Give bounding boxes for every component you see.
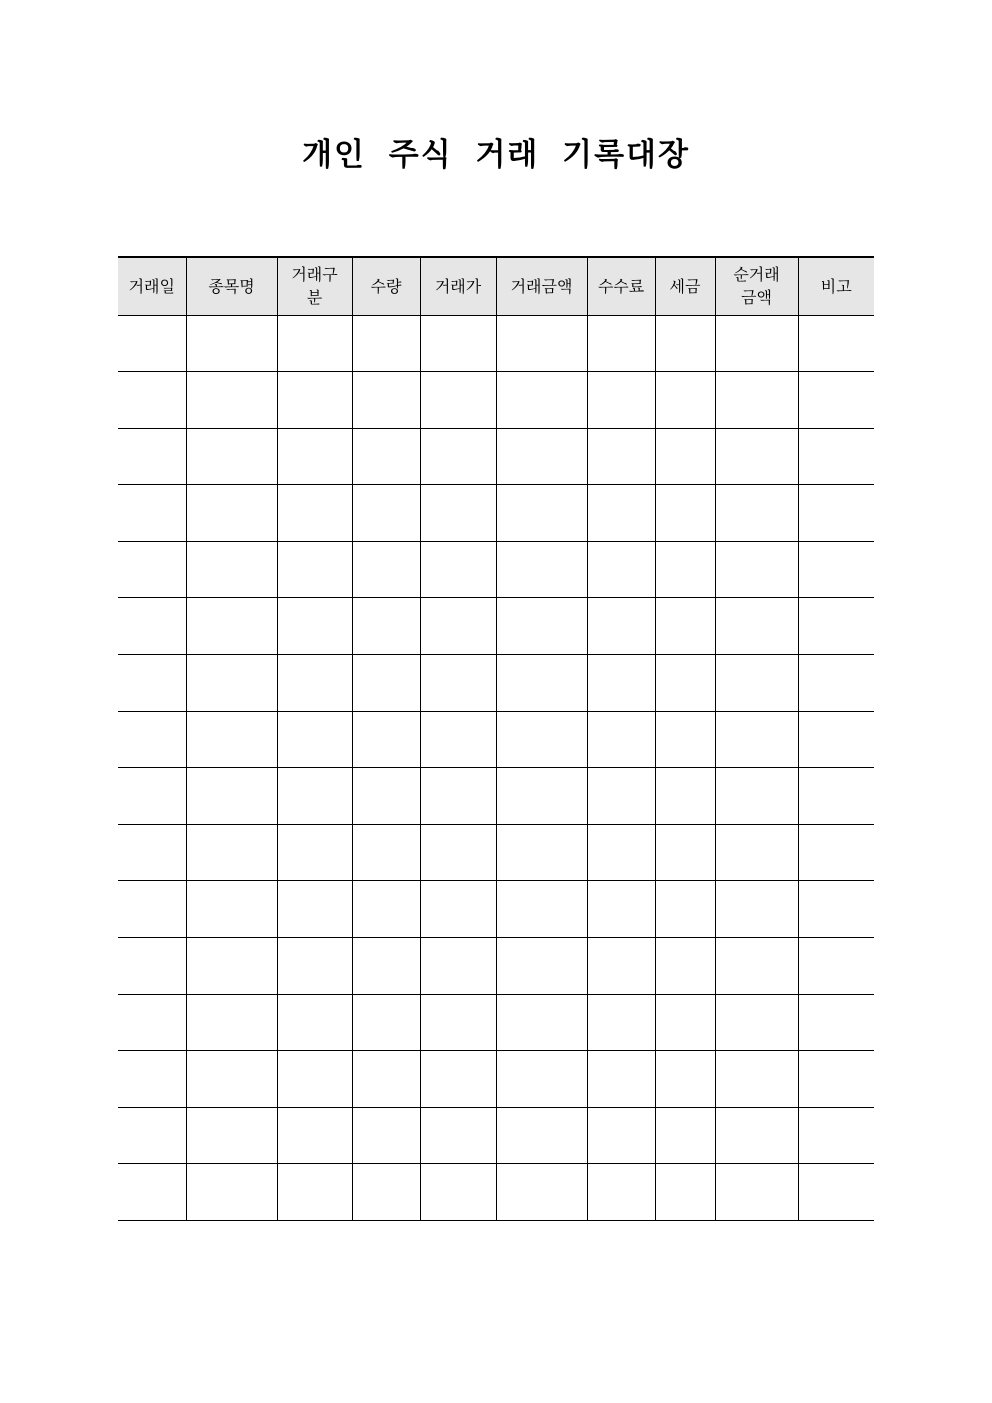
cell-tax[interactable] — [655, 881, 715, 938]
cell-trade-amount[interactable] — [496, 1107, 587, 1164]
cell-commission[interactable] — [587, 655, 655, 712]
cell-tax[interactable] — [655, 824, 715, 881]
cell-commission[interactable] — [587, 598, 655, 655]
cell-trade-type[interactable] — [277, 372, 352, 429]
cell-quantity[interactable] — [352, 994, 420, 1051]
cell-quantity[interactable] — [352, 372, 420, 429]
cell-stock-name[interactable] — [186, 1051, 277, 1108]
cell-commission[interactable] — [587, 824, 655, 881]
cell-trade-amount[interactable] — [496, 598, 587, 655]
cell-stock-name[interactable] — [186, 372, 277, 429]
cell-trade-price[interactable] — [420, 1051, 496, 1108]
cell-remarks[interactable] — [798, 598, 874, 655]
cell-trade-amount[interactable] — [496, 1051, 587, 1108]
cell-tax[interactable] — [655, 711, 715, 768]
cell-trade-price[interactable] — [420, 711, 496, 768]
cell-net-amount[interactable] — [715, 938, 798, 995]
table-row — [118, 1107, 874, 1164]
cell-stock-name[interactable] — [186, 938, 277, 995]
cell-stock-name[interactable] — [186, 428, 277, 485]
cell-trade-type[interactable] — [277, 598, 352, 655]
cell-trade-price[interactable] — [420, 655, 496, 712]
cell-stock-name[interactable] — [186, 881, 277, 938]
cell-trade-price[interactable] — [420, 541, 496, 598]
cell-remarks[interactable] — [798, 372, 874, 429]
cell-trade-price[interactable] — [420, 598, 496, 655]
table-row — [118, 881, 874, 938]
table-body — [118, 315, 874, 1221]
column-header-trade-amount: 거래금액 — [496, 257, 587, 315]
cell-remarks[interactable] — [798, 711, 874, 768]
cell-trade-price[interactable] — [420, 315, 496, 372]
cell-net-amount[interactable] — [715, 428, 798, 485]
cell-trade-price[interactable] — [420, 428, 496, 485]
cell-trade-type[interactable] — [277, 428, 352, 485]
cell-trade-type[interactable] — [277, 881, 352, 938]
cell-stock-name[interactable] — [186, 655, 277, 712]
cell-trade-type[interactable] — [277, 541, 352, 598]
cell-tax[interactable] — [655, 485, 715, 542]
cell-net-amount[interactable] — [715, 655, 798, 712]
cell-tax[interactable] — [655, 541, 715, 598]
cell-trade-date[interactable] — [118, 824, 186, 881]
cell-stock-name[interactable] — [186, 315, 277, 372]
cell-trade-amount[interactable] — [496, 485, 587, 542]
stock-trade-ledger-table — [118, 256, 874, 1221]
cell-trade-type[interactable] — [277, 315, 352, 372]
cell-trade-price[interactable] — [420, 824, 496, 881]
cell-net-amount[interactable] — [715, 541, 798, 598]
cell-trade-date[interactable] — [118, 428, 186, 485]
table-row — [118, 824, 874, 881]
table-row — [118, 485, 874, 542]
cell-trade-date[interactable] — [118, 994, 186, 1051]
cell-quantity[interactable] — [352, 485, 420, 542]
cell-net-amount[interactable] — [715, 768, 798, 825]
cell-stock-name[interactable] — [186, 994, 277, 1051]
cell-quantity[interactable] — [352, 1051, 420, 1108]
cell-trade-amount[interactable] — [496, 938, 587, 995]
column-header-quantity: 수량 — [352, 257, 420, 315]
cell-quantity[interactable] — [352, 1164, 420, 1221]
cell-remarks[interactable] — [798, 1164, 874, 1221]
column-header-trade-price: 거래가 — [420, 257, 496, 315]
table-row — [118, 541, 874, 598]
cell-remarks[interactable] — [798, 994, 874, 1051]
cell-quantity[interactable] — [352, 541, 420, 598]
cell-commission[interactable] — [587, 315, 655, 372]
cell-trade-amount[interactable] — [496, 315, 587, 372]
cell-trade-date[interactable] — [118, 768, 186, 825]
cell-commission[interactable] — [587, 1164, 655, 1221]
cell-stock-name[interactable] — [186, 541, 277, 598]
cell-net-amount[interactable] — [715, 1164, 798, 1221]
cell-trade-price[interactable] — [420, 372, 496, 429]
cell-quantity[interactable] — [352, 711, 420, 768]
cell-tax[interactable] — [655, 938, 715, 995]
column-header-net-amount: 순거래 금액 — [715, 257, 798, 315]
cell-remarks[interactable] — [798, 1107, 874, 1164]
cell-trade-amount[interactable] — [496, 372, 587, 429]
cell-net-amount[interactable] — [715, 485, 798, 542]
cell-remarks[interactable] — [798, 768, 874, 825]
cell-trade-date[interactable] — [118, 1051, 186, 1108]
table-row — [118, 1051, 874, 1108]
table-row — [118, 598, 874, 655]
cell-trade-amount[interactable] — [496, 994, 587, 1051]
cell-trade-price[interactable] — [420, 938, 496, 995]
cell-net-amount[interactable] — [715, 711, 798, 768]
cell-trade-amount[interactable] — [496, 541, 587, 598]
cell-trade-type[interactable] — [277, 485, 352, 542]
cell-quantity[interactable] — [352, 1107, 420, 1164]
column-header-remarks: 비고 — [798, 257, 874, 315]
cell-trade-amount[interactable] — [496, 881, 587, 938]
cell-tax[interactable] — [655, 315, 715, 372]
cell-trade-type[interactable] — [277, 1051, 352, 1108]
header-row — [118, 257, 874, 315]
cell-net-amount[interactable] — [715, 994, 798, 1051]
cell-trade-type[interactable] — [277, 711, 352, 768]
cell-net-amount[interactable] — [715, 1051, 798, 1108]
cell-trade-type[interactable] — [277, 655, 352, 712]
cell-tax[interactable] — [655, 598, 715, 655]
cell-trade-type[interactable] — [277, 938, 352, 995]
cell-tax[interactable] — [655, 1051, 715, 1108]
cell-stock-name[interactable] — [186, 768, 277, 825]
cell-trade-date[interactable] — [118, 1107, 186, 1164]
cell-net-amount[interactable] — [715, 372, 798, 429]
cell-tax[interactable] — [655, 768, 715, 825]
table-row — [118, 655, 874, 712]
cell-tax[interactable] — [655, 372, 715, 429]
table-row — [118, 1164, 874, 1221]
cell-stock-name[interactable] — [186, 598, 277, 655]
cell-quantity[interactable] — [352, 938, 420, 995]
cell-trade-amount[interactable] — [496, 824, 587, 881]
cell-trade-amount[interactable] — [496, 1164, 587, 1221]
cell-remarks[interactable] — [798, 655, 874, 712]
cell-net-amount[interactable] — [715, 881, 798, 938]
cell-trade-date[interactable] — [118, 711, 186, 768]
cell-trade-type[interactable] — [277, 1164, 352, 1221]
cell-remarks[interactable] — [798, 824, 874, 881]
cell-commission[interactable] — [587, 1107, 655, 1164]
cell-trade-price[interactable] — [420, 768, 496, 825]
cell-trade-date[interactable] — [118, 1164, 186, 1221]
cell-commission[interactable] — [587, 428, 655, 485]
cell-remarks[interactable] — [798, 938, 874, 995]
cell-trade-date[interactable] — [118, 938, 186, 995]
cell-trade-type[interactable] — [277, 768, 352, 825]
table-row — [118, 711, 874, 768]
table-row — [118, 372, 874, 429]
cell-remarks[interactable] — [798, 1051, 874, 1108]
cell-trade-type[interactable] — [277, 994, 352, 1051]
cell-trade-type[interactable] — [277, 824, 352, 881]
cell-trade-date[interactable] — [118, 372, 186, 429]
cell-commission[interactable] — [587, 938, 655, 995]
cell-tax[interactable] — [655, 994, 715, 1051]
cell-trade-date[interactable] — [118, 485, 186, 542]
cell-quantity[interactable] — [352, 824, 420, 881]
cell-commission[interactable] — [587, 994, 655, 1051]
cell-trade-amount[interactable] — [496, 711, 587, 768]
cell-trade-amount[interactable] — [496, 428, 587, 485]
cell-trade-price[interactable] — [420, 1107, 496, 1164]
cell-remarks[interactable] — [798, 485, 874, 542]
cell-tax[interactable] — [655, 655, 715, 712]
page-title: 개인 주식 거래 기록대장 — [302, 137, 690, 173]
cell-quantity[interactable] — [352, 881, 420, 938]
cell-stock-name[interactable] — [186, 1164, 277, 1221]
table-row — [118, 428, 874, 485]
cell-commission[interactable] — [587, 881, 655, 938]
cell-trade-date[interactable] — [118, 598, 186, 655]
cell-quantity[interactable] — [352, 598, 420, 655]
column-header-trade-type: 거래구 분 — [277, 257, 352, 315]
cell-trade-amount[interactable] — [496, 768, 587, 825]
cell-net-amount[interactable] — [715, 598, 798, 655]
cell-remarks[interactable] — [798, 315, 874, 372]
cell-trade-price[interactable] — [420, 485, 496, 542]
cell-commission[interactable] — [587, 768, 655, 825]
cell-remarks[interactable] — [798, 541, 874, 598]
cell-tax[interactable] — [655, 428, 715, 485]
column-header-tax: 세금 — [655, 257, 715, 315]
column-header-stock-name: 종목명 — [186, 257, 277, 315]
table-row — [118, 938, 874, 995]
cell-stock-name[interactable] — [186, 824, 277, 881]
cell-tax[interactable] — [655, 1164, 715, 1221]
cell-trade-type[interactable] — [277, 1107, 352, 1164]
cell-net-amount[interactable] — [715, 1107, 798, 1164]
cell-net-amount[interactable] — [715, 315, 798, 372]
cell-trade-price[interactable] — [420, 1164, 496, 1221]
cell-commission[interactable] — [587, 1051, 655, 1108]
cell-stock-name[interactable] — [186, 1107, 277, 1164]
cell-stock-name[interactable] — [186, 711, 277, 768]
cell-commission[interactable] — [587, 372, 655, 429]
cell-commission[interactable] — [587, 485, 655, 542]
cell-trade-date[interactable] — [118, 655, 186, 712]
cell-quantity[interactable] — [352, 428, 420, 485]
cell-remarks[interactable] — [798, 881, 874, 938]
table-row — [118, 315, 874, 372]
column-header-trade-date: 거래일 — [118, 257, 186, 315]
cell-trade-price[interactable] — [420, 994, 496, 1051]
cell-quantity[interactable] — [352, 315, 420, 372]
cell-tax[interactable] — [655, 1107, 715, 1164]
cell-trade-date[interactable] — [118, 881, 186, 938]
cell-stock-name[interactable] — [186, 485, 277, 542]
cell-quantity[interactable] — [352, 768, 420, 825]
cell-trade-amount[interactable] — [496, 655, 587, 712]
cell-net-amount[interactable] — [715, 824, 798, 881]
cell-quantity[interactable] — [352, 655, 420, 712]
table-row — [118, 994, 874, 1051]
column-header-commission: 수수료 — [587, 257, 655, 315]
cell-trade-price[interactable] — [420, 881, 496, 938]
cell-commission[interactable] — [587, 541, 655, 598]
cell-trade-date[interactable] — [118, 541, 186, 598]
cell-commission[interactable] — [587, 711, 655, 768]
cell-remarks[interactable] — [798, 428, 874, 485]
table-row — [118, 768, 874, 825]
cell-trade-date[interactable] — [118, 315, 186, 372]
